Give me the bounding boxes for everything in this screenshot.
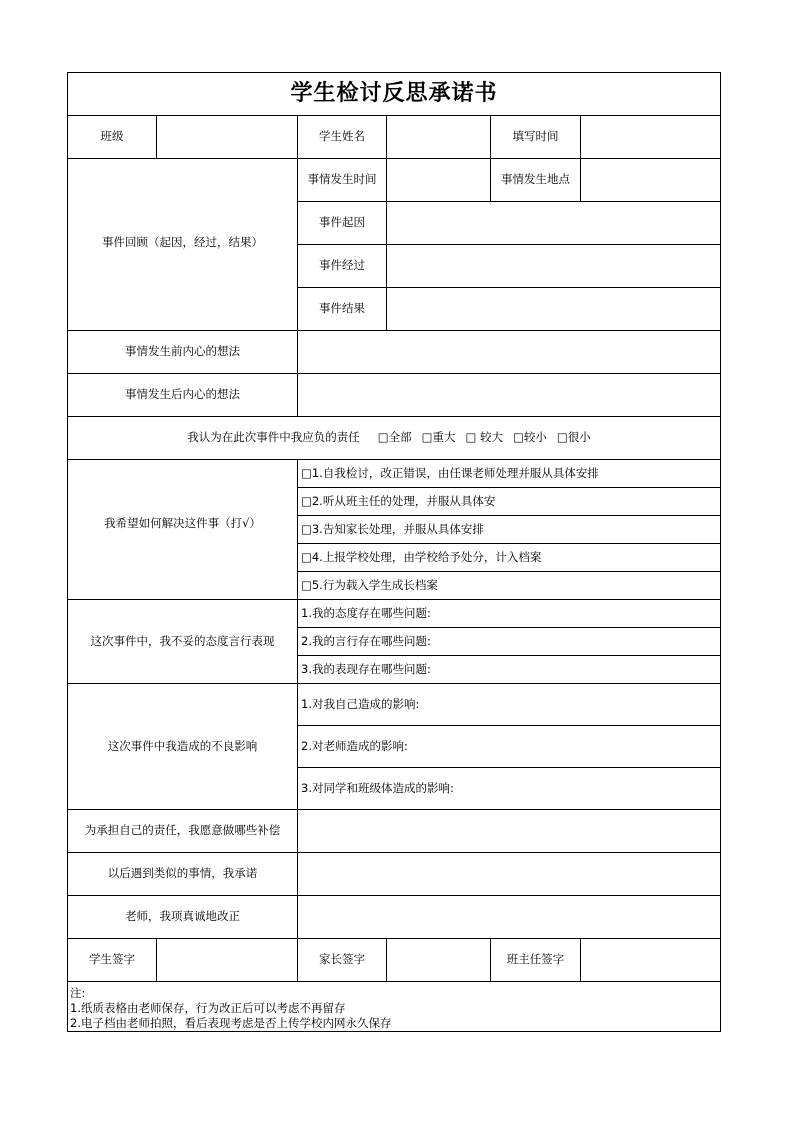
solution-option-1[interactable]: □1.自我检讨，改正错误，由任课老师处理并服从具体安排 [297, 459, 721, 488]
thoughts-before-field[interactable] [297, 330, 721, 374]
event-process-label: 事件经过 [297, 244, 387, 288]
parent-signature-label: 家长签字 [297, 938, 387, 982]
responsibility-row [67, 416, 721, 460]
responsibility-option-very-small[interactable]: □很小 [556, 430, 591, 445]
parent-signature-field[interactable] [386, 938, 491, 982]
thoughts-before-label: 事情发生前内心的想法 [67, 330, 298, 374]
student-name-label: 学生姓名 [297, 115, 387, 159]
notes-heading: 注: [70, 986, 86, 1000]
event-review-label: 事件回顾（起因，经过，结果） [67, 158, 298, 331]
event-cause-label: 事件起因 [297, 201, 387, 245]
impact-label: 这次事件中我造成的不良影响 [67, 683, 298, 810]
responsibility-label: 我认为在此次事件中我应负的责任 [187, 430, 360, 445]
responsibility-option-major[interactable]: □重大 [421, 430, 456, 445]
event-cause-field[interactable] [386, 201, 721, 245]
note-line-2: 2.电子档由老师拍照，看后表现考虑是否上传学校内网永久保存 [70, 1016, 392, 1030]
thoughts-after-field[interactable] [297, 373, 721, 417]
teacher-signature-label: 班主任签字 [490, 938, 581, 982]
student-name-field[interactable] [386, 115, 491, 159]
event-result-label: 事件结果 [297, 287, 387, 331]
fill-date-label: 填写时间 [490, 115, 581, 159]
compensate-field[interactable] [297, 809, 721, 853]
form-title: 学生检讨反思承诺书 [67, 72, 721, 116]
event-process-field[interactable] [386, 244, 721, 288]
solution-option-5[interactable]: □5.行为载入学生成长档案 [297, 571, 721, 600]
thoughts-after-label: 事情发生后内心的想法 [67, 373, 298, 417]
impact-item-2[interactable]: 2.对老师造成的影响: [297, 725, 721, 768]
solution-label: 我希望如何解决这件事（打√） [67, 459, 298, 600]
solution-option-3[interactable]: □3.告知家长处理，并服从具体安排 [297, 515, 721, 544]
class-field[interactable] [156, 115, 298, 159]
event-time-field[interactable] [386, 158, 491, 202]
solution-option-4[interactable]: □4.上报学校处理，由学校给予处分，计入档案 [297, 543, 721, 572]
event-place-field[interactable] [580, 158, 721, 202]
impact-item-1[interactable]: 1.对我自己造成的影响: [297, 683, 721, 726]
event-time-label: 事情发生时间 [297, 158, 387, 202]
promise-field[interactable] [297, 852, 721, 896]
attitude-label: 这次事件中，我不妥的态度言行表现 [67, 599, 298, 684]
correct-field[interactable] [297, 895, 721, 939]
compensate-label: 为承担自己的责任，我愿意做哪些补偿 [67, 809, 298, 853]
impact-item-3[interactable]: 3.对同学和班级体造成的影响: [297, 767, 721, 810]
attitude-item-2[interactable]: 2.我的言行存在哪些问题: [297, 627, 721, 656]
responsibility-option-small[interactable]: □较小 [513, 430, 547, 445]
note-line-1: 1.纸质表格由老师保存，行为改正后可以考虑不再留存 [70, 1001, 346, 1015]
student-signature-label: 学生签字 [67, 938, 157, 982]
promise-label: 以后遇到类似的事情，我承诺 [67, 852, 298, 896]
fill-date-field[interactable] [580, 115, 721, 159]
solution-option-2[interactable]: □2.听从班主任的处理，并服从具体安 [297, 487, 721, 516]
notes-box [67, 981, 721, 1032]
attitude-item-3[interactable]: 3.我的表现存在哪些问题: [297, 655, 721, 684]
teacher-signature-field[interactable] [580, 938, 721, 982]
responsibility-option-large[interactable]: □ 较大 [465, 430, 504, 445]
responsibility-option-all[interactable]: □全部 [377, 430, 412, 445]
correct-label: 老师，我项真诚地改正 [67, 895, 298, 939]
class-label: 班级 [67, 115, 157, 159]
event-place-label: 事情发生地点 [490, 158, 581, 202]
event-result-field[interactable] [386, 287, 721, 331]
student-signature-field[interactable] [156, 938, 298, 982]
attitude-item-1[interactable]: 1.我的态度存在哪些问题: [297, 599, 721, 628]
